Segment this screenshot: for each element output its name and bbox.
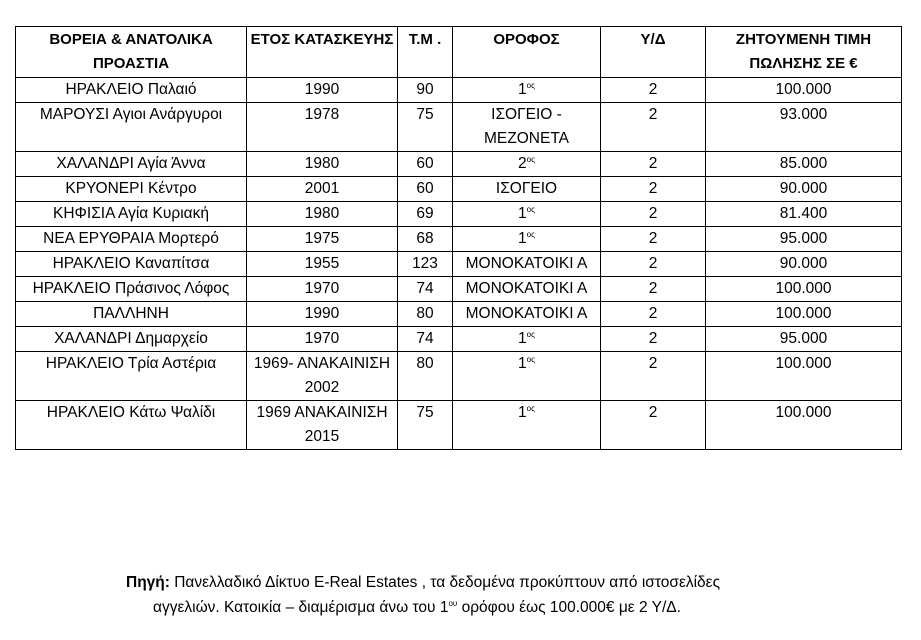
cell-area: ΧΑΛΑΝΔΡΙ Αγία Άννα bbox=[16, 152, 247, 177]
floor-number: 1 bbox=[518, 230, 527, 247]
cell-area: ΧΑΛΑΝΔΡΙ Δημαρχείο bbox=[16, 327, 247, 352]
cell-floor bbox=[453, 78, 601, 103]
floor-number: 2 bbox=[518, 155, 527, 172]
cell-year: 2001 bbox=[247, 177, 398, 202]
header-bedrooms: Υ/Δ bbox=[601, 27, 706, 78]
cell-area: ΚΡΥΟΝΕΡΙ Κέντρο bbox=[16, 177, 247, 202]
cell-floor: ΙΣΟΓΕΙΟ bbox=[453, 177, 601, 202]
cell-bedrooms: 2 bbox=[601, 103, 706, 152]
cell-year: 1978 bbox=[247, 103, 398, 152]
cell-sqm: 80 bbox=[398, 352, 453, 401]
cell-bedrooms: 2 bbox=[601, 277, 706, 302]
cell-area: ΚΗΦΙΣΙΑ Αγία Κυριακή bbox=[16, 202, 247, 227]
cell-sqm: 74 bbox=[398, 327, 453, 352]
cell-area: ΗΡΑΚΛΕΙΟ Πράσινος Λόφος bbox=[16, 277, 247, 302]
table-row bbox=[16, 277, 902, 302]
table-row bbox=[16, 252, 902, 277]
floor-number: 1 bbox=[518, 404, 527, 421]
note-line-2 bbox=[126, 595, 896, 620]
cell-price: 95.000 bbox=[706, 227, 902, 252]
cell-sqm: 60 bbox=[398, 152, 453, 177]
header-price: ΖΗΤΟΥΜΕΝΗ ΤΙΜΗ ΠΩΛΗΣΗΣ ΣΕ € bbox=[706, 27, 902, 78]
header-floor: ΟΡΟΦΟΣ bbox=[453, 27, 601, 78]
header-sqm: Τ.Μ . bbox=[398, 27, 453, 78]
table-row bbox=[16, 401, 902, 450]
cell-floor: ΜΟΝΟΚΑΤΟΙΚΙ Α bbox=[453, 302, 601, 327]
cell-bedrooms: 2 bbox=[601, 202, 706, 227]
table-body bbox=[16, 78, 902, 450]
header-year: ΕΤΟΣ ΚΑΤΑΣΚΕΥΗΣ bbox=[247, 27, 398, 78]
cell-sqm: 80 bbox=[398, 302, 453, 327]
cell-area: ΗΡΑΚΛΕΙΟ Κάτω Ψαλίδι bbox=[16, 401, 247, 450]
cell-price: 100.000 bbox=[706, 78, 902, 103]
cell-year: 1970 bbox=[247, 327, 398, 352]
cell-price: 93.000 bbox=[706, 103, 902, 152]
cell-floor bbox=[453, 202, 601, 227]
floor-ordinal-suffix: ος bbox=[526, 330, 535, 339]
note-line-2-b: ορόφου έως 100.000€ με 2 Υ/Δ. bbox=[457, 599, 681, 616]
cell-bedrooms: 2 bbox=[601, 152, 706, 177]
cell-sqm: 75 bbox=[398, 103, 453, 152]
table-row bbox=[16, 152, 902, 177]
cell-floor bbox=[453, 327, 601, 352]
cell-year: 1990 bbox=[247, 302, 398, 327]
cell-bedrooms: 2 bbox=[601, 302, 706, 327]
cell-area: ΗΡΑΚΛΕΙΟ Παλαιό bbox=[16, 78, 247, 103]
cell-sqm: 60 bbox=[398, 177, 453, 202]
floor-ordinal-suffix: ος bbox=[526, 230, 535, 239]
table-row bbox=[16, 78, 902, 103]
cell-price: 95.000 bbox=[706, 327, 902, 352]
cell-area: ΗΡΑΚΛΕΙΟ Καναπίτσα bbox=[16, 252, 247, 277]
floor-ordinal-suffix: ος bbox=[526, 404, 535, 413]
source-note bbox=[126, 570, 896, 620]
cell-price: 100.000 bbox=[706, 352, 902, 401]
cell-year: 1969 ΑΝΑΚΑΙΝΙΣΗ 2015 bbox=[247, 401, 398, 450]
floor-ordinal-suffix: ος bbox=[526, 355, 535, 364]
floor-number: 1 bbox=[518, 330, 527, 347]
cell-floor bbox=[453, 401, 601, 450]
floor-number: 1 bbox=[518, 81, 527, 98]
floor-ordinal-suffix: ος bbox=[526, 81, 535, 90]
cell-area: ΗΡΑΚΛΕΙΟ Τρία Αστέρια bbox=[16, 352, 247, 401]
cell-price: 100.000 bbox=[706, 277, 902, 302]
floor-ordinal-suffix: ος bbox=[526, 155, 535, 164]
cell-floor bbox=[453, 352, 601, 401]
price-table-container bbox=[15, 26, 902, 450]
cell-bedrooms: 2 bbox=[601, 327, 706, 352]
table-header-row bbox=[16, 27, 902, 78]
cell-bedrooms: 2 bbox=[601, 177, 706, 202]
cell-floor: ΙΣΟΓΕΙΟ - ΜΕΖΟΝΕΤΑ bbox=[453, 103, 601, 152]
cell-sqm: 74 bbox=[398, 277, 453, 302]
cell-sqm: 75 bbox=[398, 401, 453, 450]
cell-area: ΠΑΛΛΗΝΗ bbox=[16, 302, 247, 327]
note-source-label: Πηγή: bbox=[126, 574, 170, 591]
note-line-1 bbox=[126, 570, 896, 595]
cell-price: 100.000 bbox=[706, 401, 902, 450]
table-row bbox=[16, 202, 902, 227]
note-line-2-a: αγγελιών. Κατοικία – διαμέρισμα άνω του 1 bbox=[153, 599, 449, 616]
cell-bedrooms: 2 bbox=[601, 227, 706, 252]
cell-floor bbox=[453, 152, 601, 177]
cell-area: ΝΕΑ ΕΡΥΘΡΑΙΑ Μορτερό bbox=[16, 227, 247, 252]
floor-number: 1 bbox=[518, 205, 527, 222]
table-row bbox=[16, 352, 902, 401]
cell-year: 1990 bbox=[247, 78, 398, 103]
cell-floor: ΜΟΝΟΚΑΤΟΙΚΙ Α bbox=[453, 277, 601, 302]
cell-bedrooms: 2 bbox=[601, 401, 706, 450]
table-row bbox=[16, 103, 902, 152]
cell-floor: ΜΟΝΟΚΑΤΟΙΚΙ Α bbox=[453, 252, 601, 277]
cell-bedrooms: 2 bbox=[601, 78, 706, 103]
cell-bedrooms: 2 bbox=[601, 252, 706, 277]
cell-price: 100.000 bbox=[706, 302, 902, 327]
header-area: ΒΟΡΕΙΑ & ΑΝΑΤΟΛΙΚΑ ΠΡΟΑΣΤΙΑ bbox=[16, 27, 247, 78]
cell-sqm: 68 bbox=[398, 227, 453, 252]
cell-sqm: 123 bbox=[398, 252, 453, 277]
cell-price: 90.000 bbox=[706, 177, 902, 202]
property-price-table bbox=[15, 26, 902, 450]
cell-area: ΜΑΡΟΥΣΙ Αγιοι Ανάργυροι bbox=[16, 103, 247, 152]
cell-year: 1980 bbox=[247, 152, 398, 177]
cell-year: 1969- ΑΝΑΚΑΙΝΙΣΗ 2002 bbox=[247, 352, 398, 401]
cell-year: 1970 bbox=[247, 277, 398, 302]
cell-price: 81.400 bbox=[706, 202, 902, 227]
floor-ordinal-suffix: ος bbox=[526, 205, 535, 214]
table-row bbox=[16, 327, 902, 352]
table-row bbox=[16, 227, 902, 252]
cell-sqm: 69 bbox=[398, 202, 453, 227]
cell-bedrooms: 2 bbox=[601, 352, 706, 401]
table-row bbox=[16, 302, 902, 327]
table-row bbox=[16, 177, 902, 202]
cell-sqm: 90 bbox=[398, 78, 453, 103]
cell-year: 1980 bbox=[247, 202, 398, 227]
cell-price: 90.000 bbox=[706, 252, 902, 277]
note-line-2-sup: ου bbox=[448, 599, 458, 608]
cell-year: 1955 bbox=[247, 252, 398, 277]
cell-floor bbox=[453, 227, 601, 252]
cell-price: 85.000 bbox=[706, 152, 902, 177]
note-source-text: Πανελλαδικό Δίκτυο E-Real Estates , τα δεδομένα προκύπτουν από ιστοσελίδες bbox=[169, 574, 721, 591]
floor-number: 1 bbox=[518, 355, 527, 372]
cell-year: 1975 bbox=[247, 227, 398, 252]
